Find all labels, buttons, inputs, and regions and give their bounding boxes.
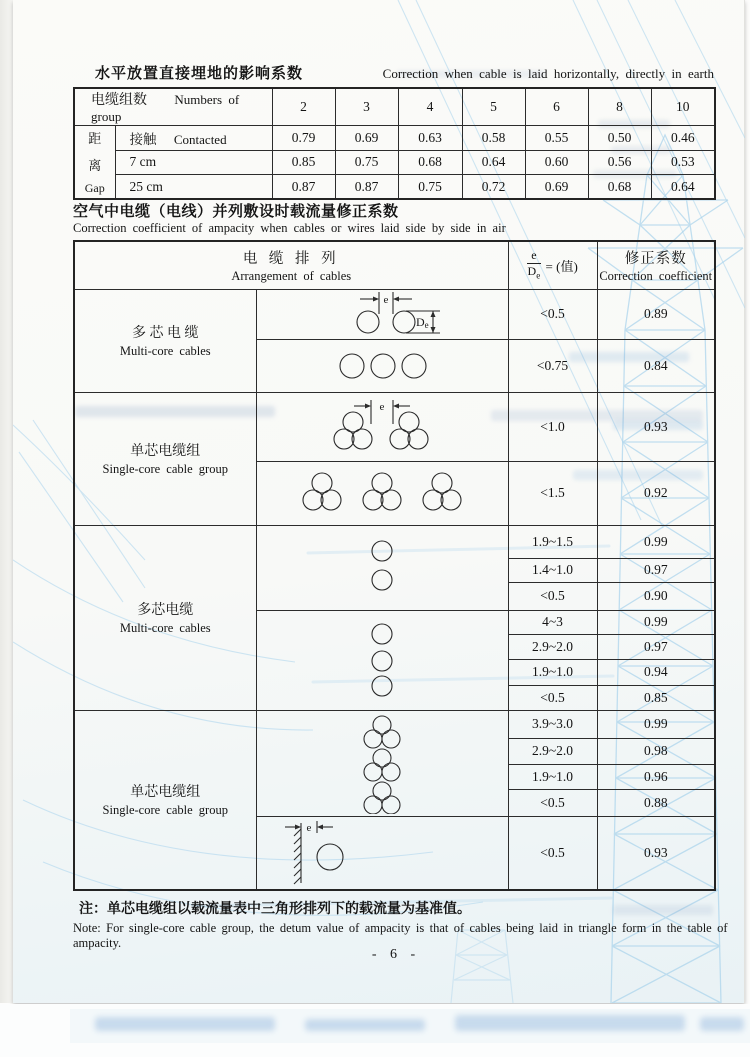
coefficient-cell: 0.97: [597, 558, 715, 582]
e-over-de-fraction: [527, 249, 540, 282]
coefficient-cell: 0.96: [597, 764, 715, 789]
column-header: 5: [462, 88, 525, 126]
group-label-cell: 多 芯 电 缆 Multi-core cables: [74, 289, 256, 392]
value-cell: 0.46: [651, 126, 715, 151]
coefficient-header-cell: [597, 241, 715, 289]
ratio-cell: 1.9~1.5: [508, 525, 597, 558]
value-cell: 0.85: [272, 150, 335, 175]
diagram-cell: [256, 339, 508, 392]
column-header: 8: [588, 88, 651, 126]
gap-label-zh1: 距: [88, 131, 102, 146]
ratio-cell: 2.9~2.0: [508, 634, 597, 659]
coefficient-cell: 0.88: [597, 789, 715, 816]
group-label-cell: 单芯电缆组 Single-core cable group: [74, 392, 256, 525]
ratio-cell: 1.9~1.0: [508, 764, 597, 789]
ratio-cell: <0.5: [508, 289, 597, 339]
value-cell: 0.58: [462, 126, 525, 151]
row-label-cell: 7 cm: [115, 150, 272, 175]
arrangement-header-cell: [74, 241, 508, 289]
value-cell: 0.72: [462, 175, 525, 200]
table-row: [74, 289, 715, 339]
ratio-header-cell: [508, 241, 597, 289]
two-cables-horizontal-dimensioned-diagram: [282, 290, 482, 339]
row-label-cell: 25 cm: [115, 175, 272, 200]
value-cell: 0.64: [462, 150, 525, 175]
two-cables-vertical-diagram: [362, 531, 402, 605]
groups-header-en: Numbers of group: [91, 92, 240, 124]
row-label-en: Contacted: [173, 131, 227, 147]
diagram-cell: [256, 525, 508, 610]
coefficient-cell: 0.94: [597, 659, 715, 685]
ratio-cell: 1.9~1.0: [508, 659, 597, 685]
value-cell: 0.87: [335, 175, 398, 200]
page-number: - 6 -: [371, 947, 416, 962]
fraction-numerator: e: [527, 249, 540, 264]
coefficient-cell: 0.84: [597, 339, 715, 392]
coefficient-header-zh: 修正系数: [624, 250, 687, 267]
bleedthrough-smudge: [613, 905, 713, 915]
value-cell: 0.55: [525, 126, 588, 151]
document-page: [13, 0, 745, 1003]
diagram-cell: [256, 461, 508, 525]
coefficient-cell: 0.97: [597, 634, 715, 659]
svg-text:e: e: [379, 400, 385, 413]
coefficient-cell: 0.99: [597, 710, 715, 738]
ratio-cell: <1.0: [508, 392, 597, 461]
table2-title-zh: 空气中电缆（电线）并列敷设时载流量修正系数: [73, 204, 399, 220]
coefficient-cell: 0.90: [597, 582, 715, 610]
wall-and-cable-dimensioned-diagram: [263, 817, 413, 889]
three-cables-horizontal-diagram: [282, 344, 482, 388]
ratio-cell: <0.5: [508, 789, 597, 816]
value-cell: 0.50: [588, 126, 651, 151]
table1-title-zh: 水平放置直接埋地的影响系数: [95, 66, 304, 82]
ratio-cell: 2.9~2.0: [508, 738, 597, 764]
table-row: [74, 175, 715, 200]
coefficient-header-en: Correction coefficient: [599, 268, 713, 283]
gap-label-zh2: 离: [88, 157, 102, 173]
value-cell: 0.75: [398, 175, 462, 200]
value-cell: 0.56: [588, 150, 651, 175]
two-trefoil-groups-dimensioned-diagram: [276, 396, 488, 458]
three-cables-vertical-diagram: [362, 612, 402, 708]
ratio-cell: <0.5: [508, 816, 597, 890]
value-cell: 0.60: [525, 150, 588, 175]
coefficient-cell: 0.93: [597, 816, 715, 890]
arrangement-header-en: Arrangement of cables: [231, 268, 352, 283]
column-header: 3: [335, 88, 398, 126]
table-row: [74, 241, 715, 289]
table-row: [74, 525, 715, 558]
coefficient-cell: 0.99: [597, 610, 715, 634]
table-row: [74, 88, 715, 126]
diagram-cell: [256, 710, 508, 816]
table-correction-earth: [73, 87, 716, 200]
svg-text:e: e: [383, 293, 389, 306]
diagram-cell: [256, 289, 508, 339]
three-trefoil-groups-vertical-diagram: [352, 712, 412, 814]
value-cell: 0.53: [651, 150, 715, 175]
ratio-cell: <1.5: [508, 461, 597, 525]
value-cell: 0.69: [525, 175, 588, 200]
note-en: Note: For single-core cable group, the detum value of ampacity is that of cables being laid in triangle form in the table of ampacity.: [73, 921, 728, 950]
table-row: [74, 150, 715, 175]
groups-header-zh: 电缆组数: [91, 93, 147, 108]
gap-label-cell: [74, 126, 115, 200]
group-label-cell: 单芯电缆组 Single-core cable group: [74, 710, 256, 890]
row-label-zh: 接触: [129, 131, 157, 147]
table-correction-air: [73, 240, 716, 891]
value-cell: 0.64: [651, 175, 715, 200]
bleedthrough-smudge: [455, 1015, 685, 1031]
arrangement-header-zh: 电 缆 排 列: [242, 250, 340, 267]
scan-background: [0, 1004, 750, 1057]
column-header: 6: [525, 88, 588, 126]
diagram-cell: [256, 610, 508, 710]
group-label-cell: 多芯电缆 Multi-core cables: [74, 525, 256, 710]
ratio-cell: 3.9~3.0: [508, 710, 597, 738]
table1-title-en: Correction when cable is laid horizontally, directly in earth: [382, 66, 714, 81]
column-header: 2: [272, 88, 335, 126]
value-cell: 0.79: [272, 126, 335, 151]
ratio-cell: 1.4~1.0: [508, 558, 597, 582]
row-label-cell: [115, 126, 272, 151]
diagram-cell: [256, 392, 508, 461]
next-page-sliver: [70, 1009, 750, 1043]
column-header: 4: [398, 88, 462, 126]
value-cell: 0.68: [588, 175, 651, 200]
diagram-cell: [256, 816, 508, 890]
bleedthrough-smudge: [95, 1017, 275, 1031]
ratio-cell: <0.5: [508, 582, 597, 610]
coefficient-cell: 0.98: [597, 738, 715, 764]
ratio-cell: <0.75: [508, 339, 597, 392]
bleedthrough-smudge: [305, 1019, 425, 1031]
bleedthrough-smudge: [700, 1017, 744, 1031]
table-row: [74, 126, 715, 151]
three-trefoil-groups-diagram: [272, 469, 492, 517]
fraction-denominator: $D_e$: [527, 263, 541, 280]
coefficient-cell: 0.89: [597, 289, 715, 339]
scan-left-edge: [0, 0, 13, 1003]
value-cell: 0.63: [398, 126, 462, 151]
value-cell: 0.68: [398, 150, 462, 175]
note-zh: 注：单芯电缆组以载流量表中三角形排列下的载流量为基准值。: [79, 902, 471, 917]
value-cell: 0.75: [335, 150, 398, 175]
table2-title-en: Correction coefficient of ampacity when cables or wires laid side by side in air: [73, 221, 506, 235]
svg-text:e: e: [306, 821, 311, 834]
ratio-equals-value: = (值): [545, 258, 578, 274]
table-row: [74, 392, 715, 461]
groups-header-cell: [74, 88, 272, 126]
gap-label-en: Gap: [84, 181, 105, 195]
value-cell: 0.69: [335, 126, 398, 151]
coefficient-cell: 0.85: [597, 685, 715, 710]
coefficient-cell: 0.92: [597, 461, 715, 525]
coefficient-cell: 0.99: [597, 525, 715, 558]
table1-title: [73, 62, 714, 83]
value-cell: 0.87: [272, 175, 335, 200]
coefficient-cell: 0.93: [597, 392, 715, 461]
ratio-cell: <0.5: [508, 685, 597, 710]
svg-text:De: De: [416, 314, 429, 330]
column-header: 10: [651, 88, 715, 126]
table-row: [74, 710, 715, 738]
ratio-cell: 4~3: [508, 610, 597, 634]
